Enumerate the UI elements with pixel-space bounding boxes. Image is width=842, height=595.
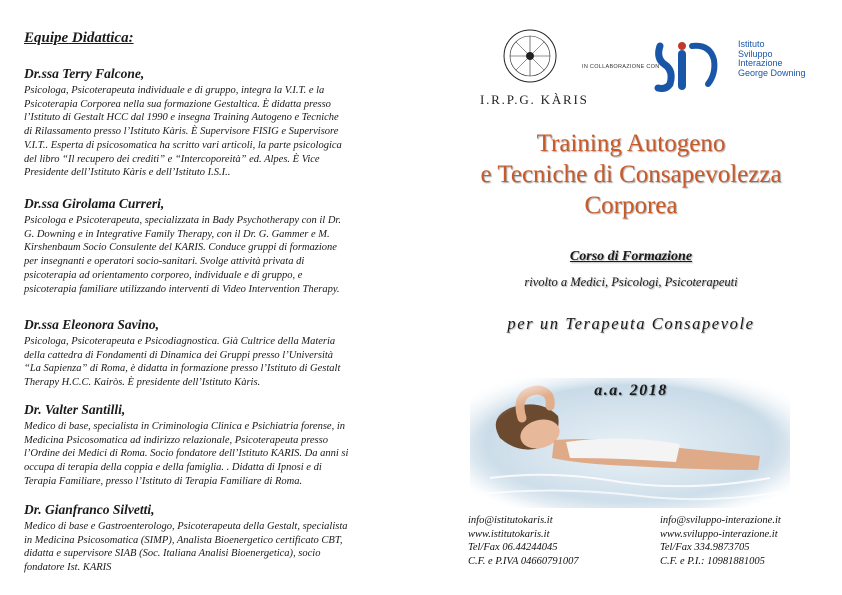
karis-phone: Tel/Fax 06.44244045 [468, 542, 558, 554]
equipe-heading: Equipe Didattica: [24, 30, 134, 46]
bio-line: Medico di base, specialista in Criminologia Clinica e Psichiatria forense, in [24, 421, 345, 432]
bio-line: occupa di terapia della coppia e della famiglia. . Didatta di Ipnosi e di [24, 462, 322, 474]
member-bio [24, 420, 396, 489]
isi-phone: Tel/Fax 334.9873705 [660, 542, 750, 554]
title-line: Training Autogeno [536, 130, 726, 157]
member-name: Dr.ssa Eleonora Savino, [24, 317, 160, 332]
isi-logo-line: Interazione [738, 58, 783, 68]
bio-line: Psicologa e Psicoterapeuta, specializzata in Bady Psychotherapy con il Dr. [24, 215, 341, 226]
member-name: Dr. Gianfranco Silvetti, [24, 502, 155, 517]
right-panel [420, 0, 842, 595]
bio-line: Psicoterapia Corporea nella sua formazione Gestaltica. È didatta presso [24, 98, 331, 110]
academic-year: a.a. 2018 [594, 382, 668, 399]
title-line: Corporea [584, 192, 678, 219]
bio-line: della cattedra di Fondamenti di Dinamica dei Gruppi presso l’Università [24, 349, 334, 361]
bio-line: psicoterapia familiare utilizzando interventi di Video Intervention Therapy. [24, 283, 340, 295]
bio-line: l’Ordine dei Medici di Roma. Socio fondatore dell’Istituto KARIS. Da anni si [24, 448, 349, 460]
bio-line: “La Sapienza” di Roma, è didatta in formazione presso l’Istituto di Gestalt [24, 363, 341, 375]
isi-contacts [660, 514, 781, 569]
bio-line: G. Downing e in Integrative Family Therapy, con il Dr. G. Gammer e M. [24, 228, 330, 240]
tagline: per un Terapeuta Consapevole [507, 314, 755, 333]
isi-vat: C.F. e P.I.: 10981881005 [660, 556, 765, 568]
bio-line: psicoterapia ad orientamento corporeo, individuale e di gruppo, e [24, 269, 303, 281]
member-name: Dr. Valter Santilli, [24, 402, 126, 417]
bio-line: fondatore Ist. KARIS [24, 562, 112, 574]
karis-contacts [468, 514, 579, 569]
bio-line: Psicologa, Psicoterapeuta individuale e di gruppo, integra la V.I.T. e la [24, 85, 325, 96]
isi-logo-icon [652, 40, 736, 92]
bio-line: Therapy H.C.C. Kairòs. È presidente dell’Istituto Kàris. [24, 377, 261, 389]
bio-line: del libro “Il recupero dei crediti” e “Intercoporeità” ed. Alpes. È Vice [24, 153, 320, 165]
bio-line: Medicina Psicosomatica ad indirizzo relazionale, Psicoterapeuta presso [24, 434, 328, 446]
member-bio [24, 84, 396, 180]
isi-logo-line: George Downing [738, 67, 806, 78]
bio-line: Medico di base e Gastroenterologo, Psicoterapeuta della Gestalt, specialista [24, 521, 348, 532]
bio-line: V.I.T.. Esperta di psicosomatica ha scritto vari articoli, la parte psicologica [24, 139, 342, 151]
title-line: e Tecniche di Consapevolezza [480, 161, 782, 188]
bio-line: Kirshenbaum Socio Consulente del KARIS. Conduce gruppi di formazione [24, 242, 337, 254]
irpg-logo-icon [502, 28, 558, 84]
bio-line: Terapia Familiare, presso l’Istituto di Terapia Familiare di Roma. [24, 475, 303, 487]
left-panel [0, 0, 420, 595]
irpg-karis-label: I.R.P.G. KÀRIS [480, 92, 589, 107]
page-title [420, 128, 842, 221]
karis-website-link[interactable]: www.istitutokaris.it [468, 528, 550, 540]
bio-line: Presidente dell’Istituto Kàris e dell’Istituto I.S.I.. [24, 167, 231, 179]
karis-email-link[interactable]: info@istitutokaris.it [468, 515, 553, 526]
bio-line: didatta e supervisore SIAB (Soc. Italiana Analisi Bioenergetica), socio [24, 548, 321, 560]
member-bio [24, 520, 396, 575]
isi-logo-text [738, 40, 806, 78]
karis-vat: C.F. e P.IVA 04660791007 [468, 556, 579, 568]
isi-email-link[interactable]: info@sviluppo-interazione.it [660, 515, 781, 526]
member-bio [24, 335, 396, 390]
audience-label: rivolto a Medici, Psicologi, Psicoterapeuti [524, 275, 738, 289]
collaboration-label: IN COLLABORAZIONE CON [582, 64, 660, 70]
member-bio [24, 214, 396, 296]
course-label: Corso di Formazione [569, 249, 693, 264]
isi-website-link[interactable]: www.sviluppo-interazione.it [660, 528, 778, 540]
bio-line: per insegnanti e operatori socio-sanitari. Svolge attività privata di [24, 256, 305, 268]
bio-line: l’Istituto di Gestalt HCC dal 1990 e insegna Training Autogeno e Tecniche [24, 112, 339, 124]
member-name: Dr.ssa Terry Falcone, [24, 66, 145, 81]
isi-logo-line: Istituto [738, 39, 765, 49]
bio-line: Psicologa, Psicoterapeuta e Psicodiagnostica. Già Cultrice della Materia [24, 336, 336, 347]
bio-line: di Rilassamento presso l’Istituto Kàris. È Supervisore FISIG e Supervisore [24, 126, 339, 138]
bio-line: in Medicina Psicosomatica (SIMP), Analista Bioenergetico certificato CBT, [24, 534, 343, 546]
member-name: Dr.ssa Girolama Curreri, [24, 196, 165, 211]
isi-logo-line: Sviluppo [738, 48, 773, 59]
